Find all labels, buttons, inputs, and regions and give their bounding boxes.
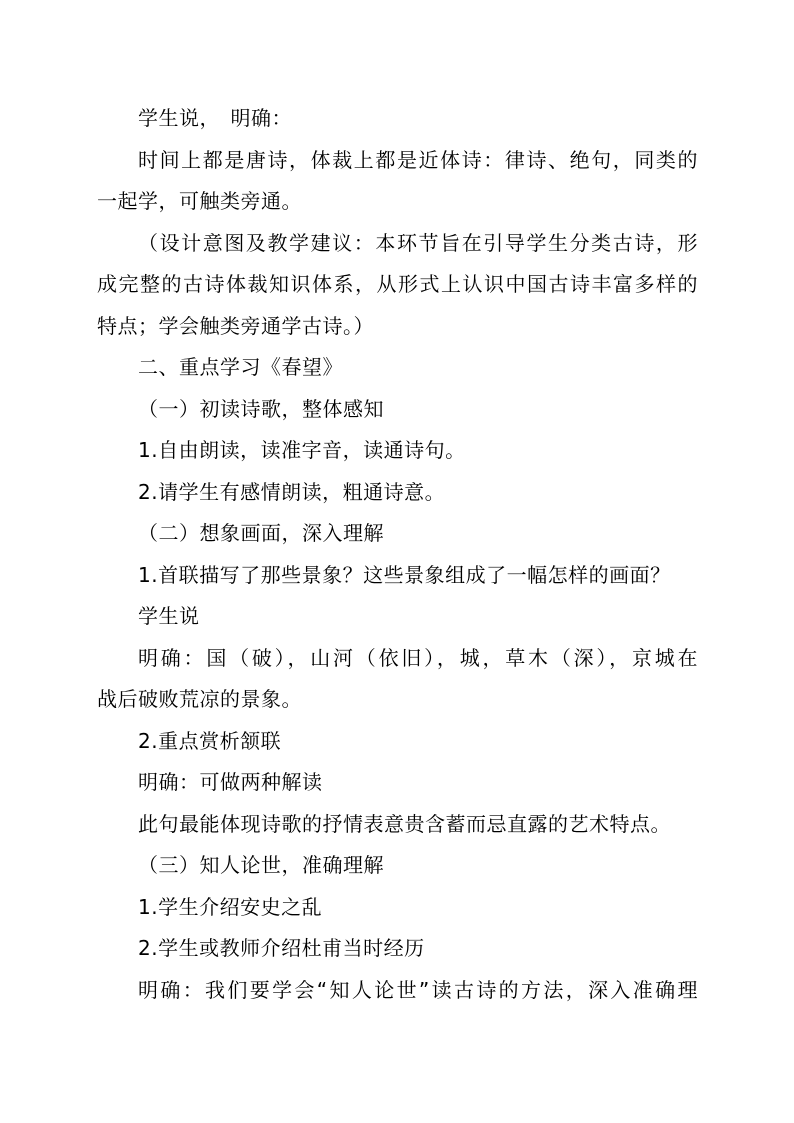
text-line-6: 特点；学会触类旁通学古诗。） xyxy=(97,314,374,338)
text-line-5: 成完整的古诗体裁知识体系，从形式上认识中国古诗丰富多样的 xyxy=(97,272,698,296)
text-line-18: 此句最能体现诗歌的抒情表意贵含蓄而忌直露的艺术特点。 xyxy=(138,812,671,836)
text-line-15: 战后破败荒凉的景象。 xyxy=(97,687,302,711)
text-line-4: （设计意图及教学建议：本环节旨在引导学生分类古诗，形 xyxy=(138,231,698,255)
text-line-1: 学生说， 明确： xyxy=(138,106,292,130)
text-line-2: 时间上都是唐诗，体裁上都是近体诗：律诗、绝句，同类的 xyxy=(138,148,698,172)
text-line-10: 2.请学生有感情朗读，粗通诗意。 xyxy=(138,480,446,504)
text-line-20: 1.学生介绍安史之乱 xyxy=(138,895,323,919)
text-line-14: 明确：国（破），山河（依旧），城，草木（深），京城在 xyxy=(138,646,698,670)
text-line-9: 1.自由朗读，读准字音，读通诗句。 xyxy=(138,438,466,462)
section-heading-2: 二、重点学习《春望》 xyxy=(138,355,343,379)
text-line-21: 2.学生或教师介绍杜甫当时经历 xyxy=(138,936,425,960)
subsection-heading-2: （二）想象画面，深入理解 xyxy=(138,521,384,545)
text-line-22: 明确：我们要学会“知人论世”读古诗的方法，深入准确理 xyxy=(138,978,698,1002)
subsection-heading-1: （一）初读诗歌，整体感知 xyxy=(138,397,384,421)
text-line-3: 一起学，可触类旁通。 xyxy=(97,189,302,213)
text-line-16: 2.重点赏析颔联 xyxy=(138,729,282,753)
text-line-13: 学生说 xyxy=(138,604,200,628)
subsection-heading-3: （三）知人论世，准确理解 xyxy=(138,853,384,877)
text-line-12: 1.首联描写了那些景象？这些景象组成了一幅怎样的画面？ xyxy=(138,563,671,587)
text-line-17: 明确：可做两种解读 xyxy=(138,770,323,794)
